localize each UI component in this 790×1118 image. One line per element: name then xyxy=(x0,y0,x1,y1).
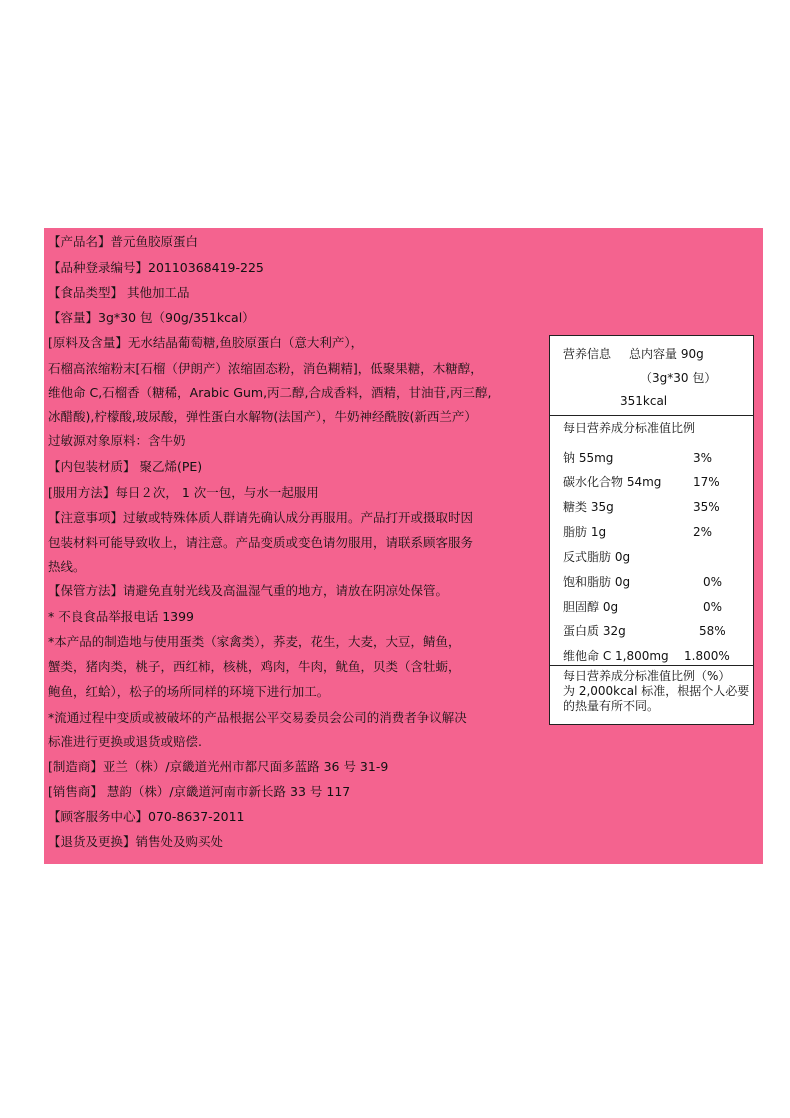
nutrient-percent: 2% xyxy=(693,525,713,539)
usage-line: [服用方法】每日２次， 1 次一包，与水一起服用 xyxy=(48,485,319,500)
storage-line: 【保管方法】请避免直射光线及高温湿气重的地方，请放在阴凉处保管。 xyxy=(48,583,449,598)
product-name-line: 【产品名】普元鱼胶原蛋白 xyxy=(48,234,199,249)
manufacturer-line: [制造商】亚兰（株）/京畿道光州市都尺面多蓝路 36 号 31-9 xyxy=(48,759,389,774)
nutrient-name: 反式脂肪 0g xyxy=(563,550,631,564)
nutrient-name: 维他命 C 1,800mg xyxy=(563,649,669,663)
nutrient-name: 蛋白质 32g xyxy=(563,624,626,638)
nutrient-percent: 0% xyxy=(703,575,723,589)
ingredients-line-2: 石榴高浓缩粉末[石榴（伊朗产）浓缩固态粉，消色糊精]，低聚果糖，木糖醇， xyxy=(48,361,483,376)
nutrition-divider xyxy=(550,665,753,666)
nutrition-header-label: 营养信息 xyxy=(563,347,612,361)
nutrient-percent: 17% xyxy=(693,475,720,489)
nutrient-name: 饱和脂肪 0g xyxy=(563,575,631,589)
nutrient-name: 碳水化合物 54mg xyxy=(563,475,662,489)
return-line: 【退货及更换】销售处及购买处 xyxy=(48,834,224,849)
dispute-line-2: 标准进行更换或退货或赔偿. xyxy=(48,734,202,749)
nutrition-header-total: 总内容量 90g xyxy=(629,347,704,361)
ingredients-line-3: 维他命 C,石榴香（糖稀，Arabic Gum,丙二醇,合成香料，酒精，甘油苷,丙三醇, xyxy=(48,385,492,400)
nutrient-row xyxy=(563,549,748,565)
nutrient-percent: 35% xyxy=(693,500,720,514)
allergy-facility-line-3: 鲍鱼，红蛤），松子的场所同样的环境下进行加工。 xyxy=(48,684,330,699)
nutrient-percent: 3% xyxy=(693,451,713,465)
registration-line: 【品种登录编号】20110368419-225 xyxy=(48,260,264,275)
nutrient-name: 胆固醇 0g xyxy=(563,600,619,614)
nutrition-footnote-line: 每日营养成分标准值比例（%） xyxy=(563,669,731,683)
nutrition-header xyxy=(563,346,704,362)
nutrient-name: 钠 55mg xyxy=(563,451,614,465)
nutrient-percent: 58% xyxy=(699,624,726,638)
nutrient-percent: 0% xyxy=(703,600,723,614)
nutrient-row xyxy=(563,599,748,615)
allergy-facility-line-1: *本产品的制造地与使用蛋类（家禽类），荞麦，花生，大麦，大豆，鲭鱼， xyxy=(48,634,461,649)
report-line: * 不良食品举报电话 1399 xyxy=(48,609,195,624)
nutrient-row xyxy=(563,499,748,515)
nutrition-footnote-line: 为 2,000kcal 标准，根据个人必要 xyxy=(563,684,750,698)
caution-line-2: 包装材料可能导致收上，请注意。产品变质或变色请勿服用，请联系顾客服务 xyxy=(48,535,474,550)
caution-line-1: 【注意事项】过敏或特殊体质人群请先确认成分再服用。产品打开或摄取时因 xyxy=(48,510,474,525)
nutrition-footnote-line: 的热量有所不同。 xyxy=(563,699,660,713)
allergy-facility-line-2: 蟹类，猪肉类，桃子，西红柿，核桃，鸡肉，牛肉，鱿鱼，贝类（含牡蛎， xyxy=(48,659,461,674)
nutrient-row xyxy=(563,474,748,490)
nutrient-percent: 1.800% xyxy=(684,649,730,663)
seller-line: [销售商】 慧韵（株）/京畿道河南市新长路 33 号 117 xyxy=(48,784,351,799)
nutrition-facts-box xyxy=(549,335,754,725)
nutrient-row xyxy=(563,574,748,590)
nutrition-divider xyxy=(550,415,753,416)
nutrient-row xyxy=(563,524,748,540)
product-info-panel xyxy=(44,228,763,864)
ingredients-line-1: [原料及含量】无水结晶葡萄糖,鱼胶原蛋白（意大利产）， xyxy=(48,335,364,350)
dispute-line-1: *流通过程中变质或被破坏的产品根据公平交易委员会公司的消费者争议解决 xyxy=(48,710,467,725)
nutrition-kcal: 351kcal xyxy=(620,394,668,408)
nutrient-row xyxy=(563,450,748,466)
allergen-line: 过敏源对象原料：含牛奶 xyxy=(48,433,186,448)
nutrition-serving: （3g*30 包） xyxy=(640,371,717,385)
capacity-line: 【容量】3g*30 包（90g/351kcal） xyxy=(48,310,255,325)
packaging-line: 【内包装材质】 聚乙烯(PE) xyxy=(48,459,203,474)
food-type-line: 【食品类型】 其他加工品 xyxy=(48,285,190,300)
caution-line-3: 热线。 xyxy=(48,559,86,574)
nutrition-subheader: 每日营养成分标准值比例 xyxy=(563,421,696,435)
ingredients-line-4: 冰醋酸),柠檬酸,玻尿酸，弹性蛋白水解物(法国产），牛奶神经酰胺(新西兰产） xyxy=(48,409,477,424)
nutrient-row xyxy=(563,648,748,664)
service-center-line: 【顾客服务中心】070-8637-2011 xyxy=(48,809,245,824)
nutrient-name: 糖类 35g xyxy=(563,500,614,514)
nutrition-footnote xyxy=(563,669,748,714)
nutrient-row xyxy=(563,623,748,639)
nutrient-name: 脂肪 1g xyxy=(563,525,607,539)
